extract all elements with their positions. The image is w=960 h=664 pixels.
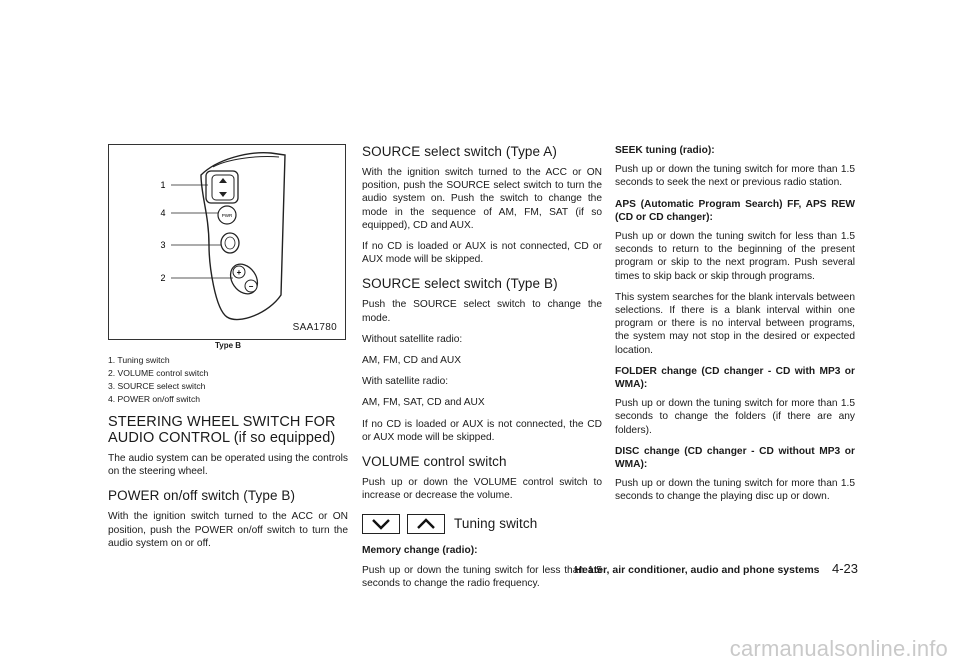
disc-heading: DISC change (CD changer - CD without MP3 or WMA): <box>615 445 855 471</box>
source-b-without-sat: Without satellite radio: <box>362 333 463 345</box>
main-section-heading: STEERING WHEEL SWITCH FOR AUDIO CONTROL (if so equipped) <box>108 414 336 446</box>
callout-4: 4 <box>160 208 166 218</box>
volume-text: Push up or down the VOLUME control switch to increase or decrease the volume. <box>362 477 602 502</box>
source-a-text: With the ignition switch turned to the ACC or ON position, push the SOURCE select switch to turn the audio system on. Push the switch to change the mode in the sequence of AM, FM, SAT (if so equipped), CD and AUX. <box>362 167 602 231</box>
steering-wheel-illustration <box>109 145 345 339</box>
source-b-text: Push the SOURCE select switch to change the mode. <box>362 299 602 324</box>
legend-item: 1. Tuning switch <box>108 355 170 365</box>
source-b-note: If no CD is loaded or AUX is not connected, the CD or AUX mode will be skipped. <box>362 418 602 443</box>
tuning-switch-heading: Tuning switch <box>454 516 538 532</box>
callout-1: 1 <box>160 180 166 190</box>
intro-paragraph: The audio system can be operated using the controls on the steering wheel. <box>108 453 348 478</box>
source-a-note: If no CD is loaded or AUX is not connected, CD or AUX mode will be skipped. <box>362 241 602 266</box>
tuning-heading-row <box>362 514 602 534</box>
aps-heading: APS (Automatic Program Search) FF, APS REW (CD or CD changer): <box>615 198 855 223</box>
legend-item: 3. SOURCE select switch <box>108 381 206 391</box>
legend-item: 2. VOLUME control switch <box>108 368 209 378</box>
column-middle <box>362 144 602 598</box>
volume-heading: VOLUME control switch <box>362 454 507 470</box>
callout-3: 3 <box>160 240 166 250</box>
chevron-down-icon <box>362 514 400 534</box>
steering-switch-figure <box>108 144 346 340</box>
column-right <box>615 144 855 512</box>
figure-id: SAA1780 <box>292 322 337 333</box>
svg-text:+: + <box>236 268 242 277</box>
page-number: 4-23 <box>831 561 858 576</box>
source-b-heading: SOURCE select switch (Type B) <box>362 276 558 292</box>
seek-text: Push up or down the tuning switch for more than 1.5 seconds to seek the next or previous radio station. <box>615 164 855 189</box>
watermark: carmanualsonline.info <box>729 636 948 661</box>
page-footer <box>553 560 858 578</box>
aps-text-2: This system searches for the blank intervals between selections. If there is a blank interval within one program or there is no interval between programs, the system may not stop in the desired or expected location. <box>615 291 855 356</box>
source-b-with-sat: With satellite radio: <box>362 376 449 388</box>
source-b-sequence-2: AM, FM, SAT, CD and AUX <box>362 397 485 409</box>
figure-legend <box>108 354 348 406</box>
memory-change-text: Push up or down the tuning switch for less than 1.5 seconds to change the radio frequency. <box>362 564 602 589</box>
folder-text: Push up or down the tuning switch for more than 1.5 seconds to change the folders (if there are any folders). <box>615 398 855 436</box>
callout-2: 2 <box>160 273 166 283</box>
memory-change-heading: Memory change (radio): <box>362 545 478 557</box>
source-b-sequence-1: AM, FM, CD and AUX <box>362 355 462 367</box>
disc-text: Push up or down the tuning switch for more than 1.5 seconds to change the playing disc up or down. <box>615 478 855 503</box>
legend-item: 4. POWER on/off switch <box>108 394 201 404</box>
svg-text:−: − <box>248 282 254 291</box>
chevron-up-icon <box>407 514 445 534</box>
column-left <box>108 144 348 558</box>
footer-section-title: Heater, air conditioner, audio and phone systems <box>574 564 820 576</box>
power-switch-heading: POWER on/off switch (Type B) <box>108 488 296 504</box>
figure-caption: Type B <box>214 341 242 350</box>
aps-text: Push up or down the tuning switch for less than 1.5 seconds to return to the beginning of the present program or skip to the next program. Push several times to skip back or skip through programs. <box>615 231 855 282</box>
power-switch-text: With the ignition switch turned to the ACC or ON position, push the POWER on/off switch to turn the audio system on or off. <box>108 511 348 549</box>
folder-heading: FOLDER change (CD changer - CD with MP3 or WMA): <box>615 365 855 391</box>
seek-heading: SEEK tuning (radio): <box>615 145 715 156</box>
pwr-label: PWR <box>221 213 233 218</box>
source-a-heading: SOURCE select switch (Type A) <box>362 144 557 159</box>
